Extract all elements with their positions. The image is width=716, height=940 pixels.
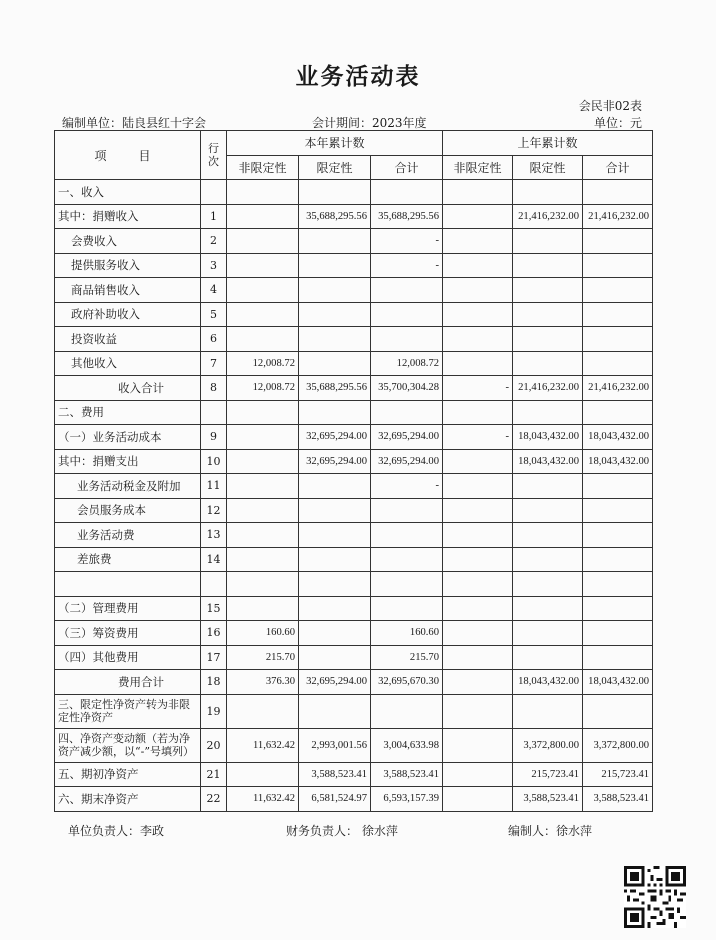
row-value-p-t	[583, 547, 653, 572]
row-value-c-r: 32,695,294.00	[299, 449, 371, 474]
row-value-p-u	[443, 204, 513, 229]
header-line-no: 行次	[201, 131, 227, 180]
row-value-p-r	[513, 327, 583, 352]
row-value-p-u	[443, 787, 513, 812]
row-item-label: 收入合计	[55, 376, 201, 401]
row-value-c-u: 12,008.72	[227, 376, 299, 401]
row-value-p-u	[443, 498, 513, 523]
row-value-c-r	[299, 253, 371, 278]
row-value-c-u: 376.30	[227, 670, 299, 695]
row-value-p-r: 215,723.41	[513, 762, 583, 787]
row-value-p-t: 21,416,232.00	[583, 376, 653, 401]
row-value-p-r	[513, 645, 583, 670]
row-value-p-r	[513, 278, 583, 303]
row-value-p-u: -	[443, 376, 513, 401]
row-value-c-t	[371, 278, 443, 303]
row-value-p-t: 18,043,432.00	[583, 449, 653, 474]
header-restricted: 限定性	[513, 155, 583, 180]
row-value-p-r: 18,043,432.00	[513, 449, 583, 474]
row-value-c-r	[299, 547, 371, 572]
table-row	[55, 449, 653, 474]
row-item-label	[55, 572, 201, 597]
table-row	[55, 327, 653, 352]
preparer-signature: 编制人：徐水萍	[508, 824, 593, 838]
row-value-p-u	[443, 474, 513, 499]
row-value-c-u	[227, 498, 299, 523]
activity-table	[54, 130, 653, 812]
row-item-label: 业务活动税金及附加	[55, 474, 201, 499]
row-value-p-r: 21,416,232.00	[513, 376, 583, 401]
row-line-no: 6	[201, 327, 227, 352]
row-value-c-u	[227, 204, 299, 229]
row-value-p-u	[443, 278, 513, 303]
row-value-p-u	[443, 327, 513, 352]
row-value-c-t: 35,688,295.56	[371, 204, 443, 229]
table-row	[55, 523, 653, 548]
row-value-c-r	[299, 645, 371, 670]
row-item-label: 其他收入	[55, 351, 201, 376]
row-value-p-t	[583, 278, 653, 303]
row-value-p-u	[443, 229, 513, 254]
row-item-label: 政府补助收入	[55, 302, 201, 327]
row-value-p-u	[443, 449, 513, 474]
row-value-c-r	[299, 327, 371, 352]
row-value-c-r: 32,695,294.00	[299, 425, 371, 450]
row-line-no: 16	[201, 621, 227, 646]
table-row	[55, 474, 653, 499]
unit-label: 单位：元	[593, 116, 642, 130]
row-value-c-r	[299, 498, 371, 523]
row-value-p-u	[443, 400, 513, 425]
row-value-c-r: 6,581,524.97	[299, 787, 371, 812]
row-value-c-u: 11,632.42	[227, 728, 299, 762]
row-value-c-t	[371, 547, 443, 572]
table-row	[55, 762, 653, 787]
row-line-no: 18	[201, 670, 227, 695]
header-total: 合计	[583, 155, 653, 180]
row-value-p-u	[443, 596, 513, 621]
row-item-label: （一）业务活动成本	[55, 425, 201, 450]
row-value-p-u	[443, 762, 513, 787]
table-row	[55, 728, 653, 762]
row-value-c-u	[227, 449, 299, 474]
row-value-c-t: -	[371, 229, 443, 254]
row-item-label: 其中：捐赠支出	[55, 449, 201, 474]
row-value-c-u	[227, 229, 299, 254]
row-value-p-r	[513, 229, 583, 254]
row-line-no	[201, 400, 227, 425]
row-line-no: 13	[201, 523, 227, 548]
row-value-c-r	[299, 351, 371, 376]
header-total: 合计	[371, 155, 443, 180]
row-item-label: 差旅费	[55, 547, 201, 572]
row-value-c-u: 215.70	[227, 645, 299, 670]
row-value-c-r: 35,688,295.56	[299, 204, 371, 229]
row-line-no: 8	[201, 376, 227, 401]
header-restricted: 限定性	[299, 155, 371, 180]
table-row	[55, 351, 653, 376]
header-item: 项 目	[55, 131, 201, 180]
row-value-c-r: 35,688,295.56	[299, 376, 371, 401]
row-item-label: 会费收入	[55, 229, 201, 254]
row-item-label: 五、期初净资产	[55, 762, 201, 787]
row-line-no: 5	[201, 302, 227, 327]
row-value-p-r	[513, 302, 583, 327]
row-line-no	[201, 180, 227, 205]
qr-code-icon	[624, 866, 686, 928]
row-value-p-u	[443, 302, 513, 327]
row-value-p-t: 18,043,432.00	[583, 670, 653, 695]
row-value-c-t: 3,588,523.41	[371, 762, 443, 787]
row-line-no: 17	[201, 645, 227, 670]
row-value-c-t: 215.70	[371, 645, 443, 670]
row-value-c-t: -	[371, 474, 443, 499]
row-value-c-t	[371, 523, 443, 548]
row-value-p-t	[583, 498, 653, 523]
row-value-c-r	[299, 278, 371, 303]
row-value-p-t	[583, 400, 653, 425]
row-value-p-r: 21,416,232.00	[513, 204, 583, 229]
row-value-c-u	[227, 180, 299, 205]
row-line-no: 11	[201, 474, 227, 499]
table-row	[55, 278, 653, 303]
row-line-no: 19	[201, 694, 227, 728]
row-value-c-u: 12,008.72	[227, 351, 299, 376]
row-value-p-t	[583, 351, 653, 376]
table-row	[55, 670, 653, 695]
table-row	[55, 204, 653, 229]
row-line-no: 10	[201, 449, 227, 474]
row-value-c-t	[371, 327, 443, 352]
row-value-p-t	[583, 253, 653, 278]
row-value-c-u	[227, 400, 299, 425]
row-value-c-r	[299, 596, 371, 621]
row-value-c-r: 32,695,294.00	[299, 670, 371, 695]
row-item-label: 投资收益	[55, 327, 201, 352]
table-row	[55, 376, 653, 401]
row-value-p-t: 21,416,232.00	[583, 204, 653, 229]
row-line-no: 1	[201, 204, 227, 229]
row-item-label: 其中：捐赠收入	[55, 204, 201, 229]
row-value-c-r	[299, 694, 371, 728]
row-item-label: 二、费用	[55, 400, 201, 425]
row-value-c-u: 11,632.42	[227, 787, 299, 812]
row-value-c-t: 32,695,294.00	[371, 425, 443, 450]
row-value-p-u	[443, 694, 513, 728]
row-value-c-u	[227, 253, 299, 278]
row-value-c-t	[371, 302, 443, 327]
row-value-p-u: -	[443, 425, 513, 450]
row-value-c-r	[299, 621, 371, 646]
row-item-label: 提供服务收入	[55, 253, 201, 278]
row-value-c-t: 3,004,633.98	[371, 728, 443, 762]
row-value-c-r	[299, 474, 371, 499]
row-value-p-t	[583, 621, 653, 646]
table-row	[55, 572, 653, 597]
row-value-c-u	[227, 327, 299, 352]
row-line-no: 4	[201, 278, 227, 303]
row-value-c-r	[299, 302, 371, 327]
table-row	[55, 694, 653, 728]
row-value-p-r	[513, 547, 583, 572]
row-value-c-r	[299, 180, 371, 205]
row-value-p-r	[513, 694, 583, 728]
row-item-label: 会员服务成本	[55, 498, 201, 523]
table-row	[55, 645, 653, 670]
row-item-label: 业务活动费	[55, 523, 201, 548]
table-row	[55, 229, 653, 254]
row-value-p-t	[583, 572, 653, 597]
row-value-c-r	[299, 523, 371, 548]
row-item-label: 三、限定性净资产转为非限定性净资产	[55, 694, 201, 728]
row-value-p-t	[583, 474, 653, 499]
unit-head-signature: 单位负责人：李政	[68, 824, 165, 838]
table-row	[55, 400, 653, 425]
row-value-c-u	[227, 596, 299, 621]
header-prior-year: 上年累计数	[443, 131, 653, 156]
page-title: 业务活动表	[295, 63, 421, 90]
row-line-no: 3	[201, 253, 227, 278]
row-value-p-t	[583, 302, 653, 327]
header-unrestricted: 非限定性	[443, 155, 513, 180]
row-line-no: 14	[201, 547, 227, 572]
row-value-c-t: 32,695,294.00	[371, 449, 443, 474]
row-value-p-u	[443, 572, 513, 597]
row-value-p-t: 18,043,432.00	[583, 425, 653, 450]
period-label: 会计期间：2023年度	[312, 116, 427, 130]
header-unrestricted: 非限定性	[227, 155, 299, 180]
org-label: 编制单位：陆良县红十字会	[62, 116, 207, 130]
row-value-p-r	[513, 180, 583, 205]
row-value-p-u	[443, 523, 513, 548]
row-value-p-r	[513, 596, 583, 621]
row-value-c-u: 160.60	[227, 621, 299, 646]
table-row	[55, 596, 653, 621]
row-value-p-r	[513, 523, 583, 548]
row-line-no: 22	[201, 787, 227, 812]
row-line-no: 21	[201, 762, 227, 787]
row-value-p-t: 3,588,523.41	[583, 787, 653, 812]
row-value-p-r	[513, 498, 583, 523]
form-code: 会民非02表	[578, 99, 642, 113]
row-value-p-t	[583, 596, 653, 621]
table-row	[55, 180, 653, 205]
row-value-p-r: 3,372,800.00	[513, 728, 583, 762]
finance-head-signature: 财务负责人： 徐水萍	[286, 824, 398, 838]
row-line-no: 20	[201, 728, 227, 762]
table-row	[55, 253, 653, 278]
row-line-no: 2	[201, 229, 227, 254]
row-value-c-u	[227, 302, 299, 327]
row-value-c-u	[227, 762, 299, 787]
row-value-c-u	[227, 425, 299, 450]
row-value-c-u	[227, 572, 299, 597]
row-value-c-t	[371, 572, 443, 597]
row-item-label: （四）其他费用	[55, 645, 201, 670]
row-value-p-u	[443, 645, 513, 670]
row-value-p-r	[513, 474, 583, 499]
row-value-p-t: 3,372,800.00	[583, 728, 653, 762]
row-value-c-t: 32,695,670.30	[371, 670, 443, 695]
row-value-p-u	[443, 670, 513, 695]
row-value-c-u	[227, 278, 299, 303]
row-value-p-t	[583, 229, 653, 254]
header-current-year: 本年累计数	[227, 131, 443, 156]
row-value-p-r: 18,043,432.00	[513, 670, 583, 695]
row-value-p-r: 18,043,432.00	[513, 425, 583, 450]
row-value-c-t	[371, 400, 443, 425]
row-value-p-u	[443, 180, 513, 205]
row-line-no: 15	[201, 596, 227, 621]
row-line-no: 9	[201, 425, 227, 450]
row-value-c-t: 12,008.72	[371, 351, 443, 376]
row-value-c-t	[371, 694, 443, 728]
row-item-label: （三）筹资费用	[55, 621, 201, 646]
row-value-c-u	[227, 547, 299, 572]
row-item-label: 六、期末净资产	[55, 787, 201, 812]
row-value-c-u	[227, 523, 299, 548]
row-value-p-u	[443, 728, 513, 762]
table-row	[55, 425, 653, 450]
row-value-p-t	[583, 523, 653, 548]
row-value-c-t: 6,593,157.39	[371, 787, 443, 812]
row-value-p-t	[583, 180, 653, 205]
table-row	[55, 787, 653, 812]
table-row	[55, 621, 653, 646]
row-value-c-t: 35,700,304.28	[371, 376, 443, 401]
row-value-c-r: 2,993,001.56	[299, 728, 371, 762]
row-value-p-u	[443, 253, 513, 278]
row-value-c-r	[299, 229, 371, 254]
row-value-p-t	[583, 327, 653, 352]
row-value-c-t	[371, 498, 443, 523]
row-line-no	[201, 572, 227, 597]
row-value-p-r	[513, 621, 583, 646]
row-value-c-t	[371, 596, 443, 621]
row-value-p-t: 215,723.41	[583, 762, 653, 787]
row-value-c-t: -	[371, 253, 443, 278]
row-value-p-u	[443, 621, 513, 646]
row-item-label: （二）管理费用	[55, 596, 201, 621]
row-value-c-r	[299, 400, 371, 425]
row-value-p-r	[513, 400, 583, 425]
row-value-c-r	[299, 572, 371, 597]
row-value-c-r: 3,588,523.41	[299, 762, 371, 787]
row-item-label: 商品销售收入	[55, 278, 201, 303]
row-value-p-r	[513, 253, 583, 278]
row-value-p-u	[443, 351, 513, 376]
row-item-label: 四、净资产变动额（若为净资产减少额，以“-”号填列）	[55, 728, 201, 762]
row-line-no: 12	[201, 498, 227, 523]
table-row	[55, 547, 653, 572]
row-value-c-u	[227, 694, 299, 728]
row-item-label: 一、收入	[55, 180, 201, 205]
row-line-no: 7	[201, 351, 227, 376]
table-row	[55, 302, 653, 327]
row-item-label: 费用合计	[55, 670, 201, 695]
row-value-p-u	[443, 547, 513, 572]
table-row	[55, 498, 653, 523]
row-value-c-u	[227, 474, 299, 499]
row-value-p-t	[583, 645, 653, 670]
row-value-p-t	[583, 694, 653, 728]
row-value-p-r	[513, 572, 583, 597]
row-value-c-t: 160.60	[371, 621, 443, 646]
row-value-p-r: 3,588,523.41	[513, 787, 583, 812]
row-value-c-t	[371, 180, 443, 205]
row-value-p-r	[513, 351, 583, 376]
